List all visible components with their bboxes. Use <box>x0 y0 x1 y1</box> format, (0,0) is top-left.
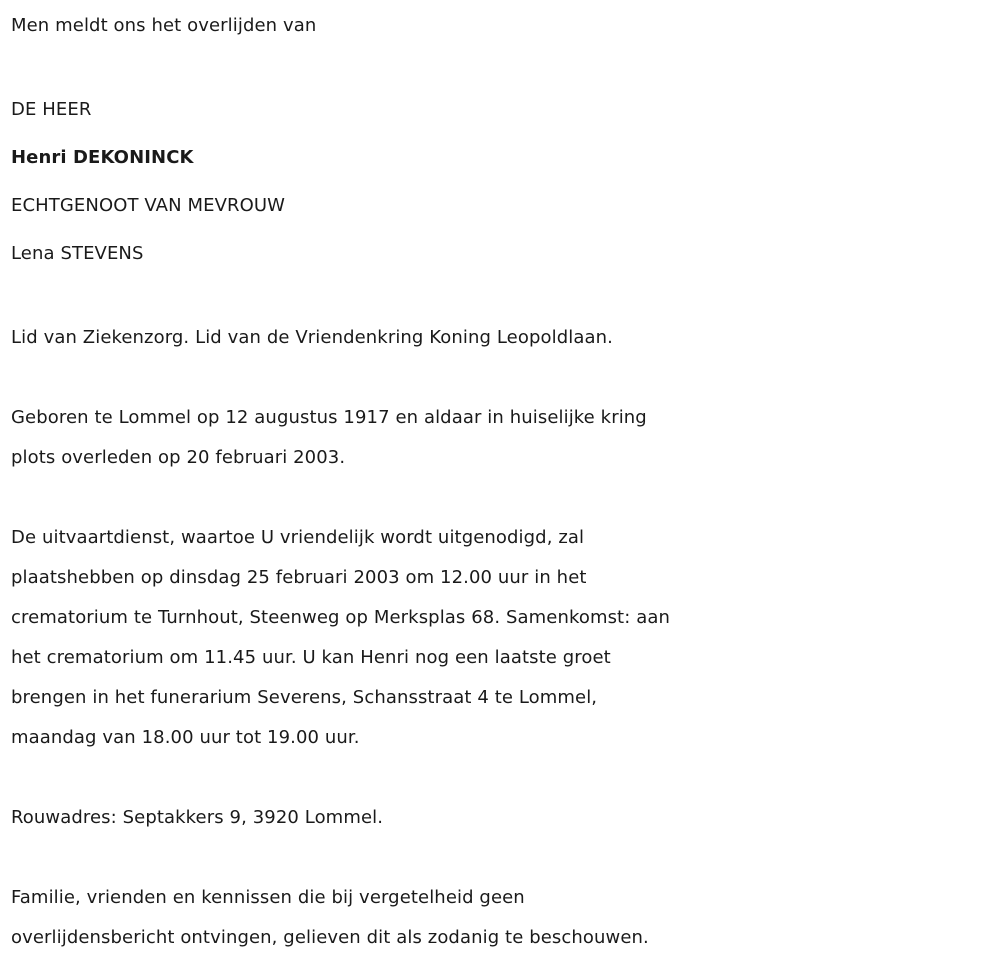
mourning-address: Rouwadres: Septakkers 9, 3920 Lommel. <box>11 807 384 828</box>
memberships-text: Lid van Ziekenzorg. Lid van de Vriendenkring Koning Leopoldlaan. <box>11 327 613 348</box>
spacer <box>11 358 996 398</box>
spacer <box>11 838 996 878</box>
spacer <box>11 278 996 318</box>
spouse-prefix: ECHTGENOOT VAN MEVROUW <box>11 195 286 216</box>
birth-death-line: plots overleden op 20 februari 2003. <box>11 447 346 468</box>
intro-text: Men meldt ons het overlijden van <box>11 15 317 36</box>
spacer <box>11 46 996 86</box>
funeral-line: plaatshebben op dinsdag 25 februari 2003 om 12.00 uur in het <box>11 567 587 588</box>
funeral-line: het crematorium om 11.45 uur. U kan Henri nog een laatste groet <box>11 647 611 668</box>
spouse-name: Lena STEVENS <box>11 243 144 264</box>
spacer <box>11 478 996 518</box>
birth-death-line: Geboren te Lommel op 12 augustus 1917 en aldaar in huiselijke kring <box>11 407 647 428</box>
funeral-line: crematorium te Turnhout, Steenweg op Merksplas 68. Samenkomst: aan <box>11 607 670 628</box>
spacer <box>11 758 996 798</box>
funeral-line: maandag van 18.00 uur tot 19.00 uur. <box>11 727 360 748</box>
funeral-line: De uitvaartdienst, waartoe U vriendelijk wordt uitgenodigd, zal <box>11 527 585 548</box>
closing-line: overlijdensbericht ontvingen, gelieven dit als zodanig te beschouwen. <box>11 927 649 948</box>
funeral-line: brengen in het funerarium Severens, Schansstraat 4 te Lommel, <box>11 687 598 708</box>
obituary-notice <box>11 6 996 958</box>
title-prefix: DE HEER <box>11 99 92 120</box>
deceased-name: Henri DEKONINCK <box>11 147 194 168</box>
closing-line: Familie, vrienden en kennissen die bij vergetelheid geen <box>11 887 525 908</box>
